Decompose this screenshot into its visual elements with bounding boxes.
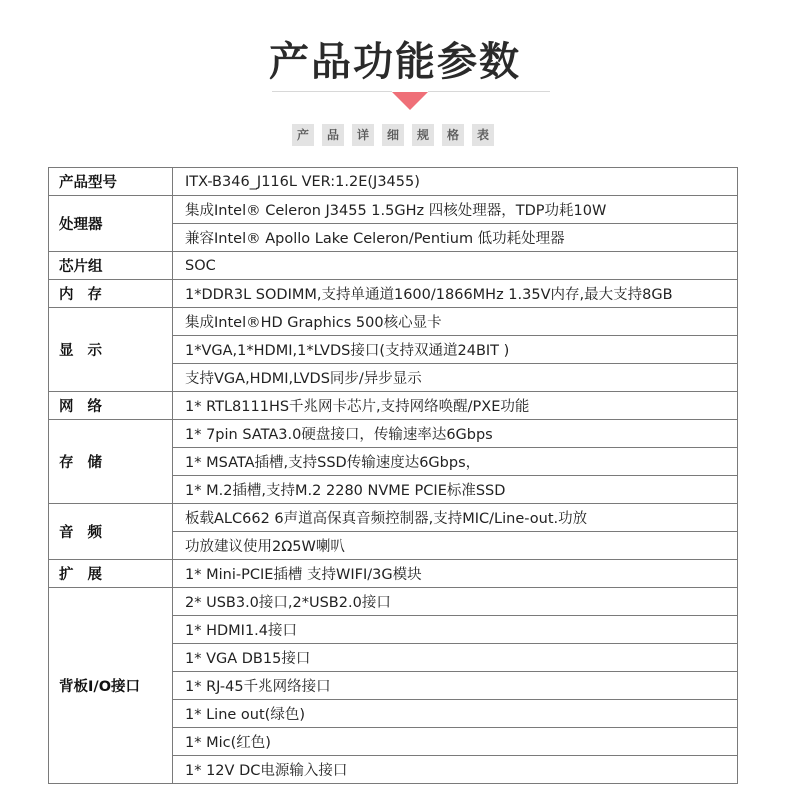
spec-label: 网络: [49, 392, 173, 420]
spec-value: 1*DDR3L SODIMM,支持单通道1600/1866MHz 1.35V内存,最大支持8GB: [173, 280, 738, 308]
title-triangle-marker: [392, 92, 428, 110]
table-row: [49, 392, 738, 420]
spec-value: ITX-B346_J116L VER:1.2E(J3455): [173, 168, 738, 196]
subtitle-char: 详: [352, 124, 374, 146]
spec-label: 音频: [49, 504, 173, 560]
subtitle-char: 格: [442, 124, 464, 146]
table-row: [49, 168, 738, 196]
spec-value: 1* Mini-PCIE插槽 支持WIFI/3G模块: [173, 560, 738, 588]
subtitle-char: 细: [382, 124, 404, 146]
table-row: [49, 252, 738, 280]
title-divider-left: [272, 91, 392, 92]
spec-value: SOC: [173, 252, 738, 280]
spec-value: 1* Mic(红色): [173, 728, 738, 756]
title-divider-right: [428, 91, 550, 92]
subtitle-char: 产: [292, 124, 314, 146]
spec-label: 存储: [49, 420, 173, 504]
spec-value: 板载ALC662 6声道高保真音频控制器,支持MIC/Line-out.功放: [173, 504, 738, 532]
spec-value: 1* Line out(绿色): [173, 700, 738, 728]
spec-value: 1* M.2插槽,支持M.2 2280 NVME PCIE标准SSD: [173, 476, 738, 504]
spec-value: 支持VGA,HDMI,LVDS同步/异步显示: [173, 364, 738, 392]
table-row: [49, 420, 738, 448]
table-row: [49, 308, 738, 336]
spec-value: 1* MSATA插槽,支持SSD传输速度达6Gbps，: [173, 448, 738, 476]
spec-value: 1* RJ-45千兆网络接口: [173, 672, 738, 700]
subtitle-char: 表: [472, 124, 494, 146]
spec-value: 1*VGA,1*HDMI,1*LVDS接口(支持双通道24BIT ): [173, 336, 738, 364]
spec-value: 1* 12V DC电源输入接口: [173, 756, 738, 784]
page-title: 产品功能参数: [269, 39, 521, 85]
spec-label: 显示: [49, 308, 173, 392]
spec-value: 功放建议使用2Ω5W喇叭: [173, 532, 738, 560]
spec-value: 2* USB3.0接口,2*USB2.0接口: [173, 588, 738, 616]
spec-value: 集成Intel®HD Graphics 500核心显卡: [173, 308, 738, 336]
spec-label: 内存: [49, 280, 173, 308]
spec-value: 1* RTL8111HS千兆网卡芯片,支持网络唤醒/PXE功能: [173, 392, 738, 420]
table-row: [49, 196, 738, 224]
subtitle-char: 规: [412, 124, 434, 146]
spec-value: 兼容Intel® Apollo Lake Celeron/Pentium 低功耗处理器: [173, 224, 738, 252]
subtitle-char: 品: [322, 124, 344, 146]
spec-value: 1* VGA DB15接口: [173, 644, 738, 672]
spec-label: 扩展: [49, 560, 173, 588]
spec-label: 背板I/O接口: [49, 588, 173, 784]
spec-label: 芯片组: [49, 252, 173, 280]
spec-table: [48, 167, 738, 784]
spec-value: 1* HDMI1.4接口: [173, 616, 738, 644]
spec-label: 处理器: [49, 196, 173, 252]
table-row: [49, 504, 738, 532]
spec-value: 集成Intel® Celeron J3455 1.5GHz 四核处理器，TDP功耗10W: [173, 196, 738, 224]
table-row: [49, 280, 738, 308]
table-row: [49, 588, 738, 616]
subtitle-badges: [292, 124, 494, 146]
table-row: [49, 560, 738, 588]
spec-value: 1* 7pin SATA3.0硬盘接口，传输速率达6Gbps: [173, 420, 738, 448]
spec-label: 产品型号: [49, 168, 173, 196]
